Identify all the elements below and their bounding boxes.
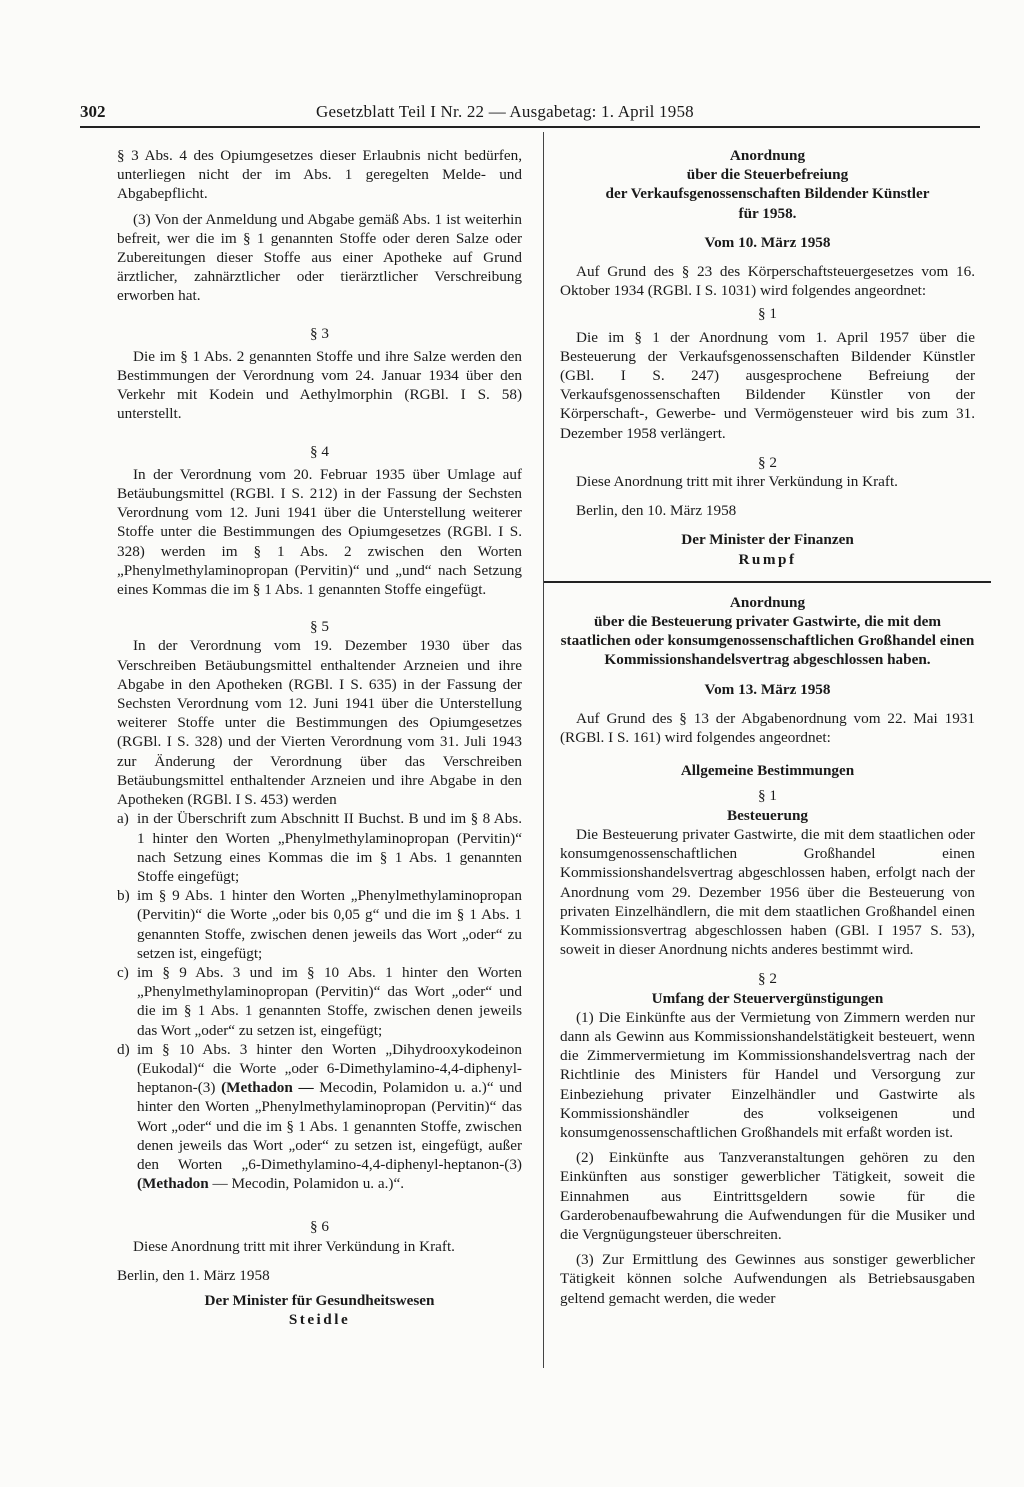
list-item: b) im § 9 Abs. 1 hinter den Worten „Phenylmethylaminopropan (Pervitin)“ die Worte „oder bis 0,05 g“ und die im § 1 Abs. 1 genannten Stoffe, zwischen denen jeweils das Wort „oder“ zu setzen ist, eingefügt;	[117, 887, 522, 962]
section-heading: § 4	[310, 442, 329, 460]
section-heading: § 3	[310, 324, 329, 342]
section-heading: § 1	[758, 305, 777, 323]
signature-name: Rumpf	[738, 550, 797, 568]
page-number: 302	[80, 102, 106, 121]
ordinance-title: Anordnung	[729, 147, 806, 164]
section-heading: § 2	[758, 453, 777, 471]
paragraph: (2) Einkünfte aus Tanzveranstaltungen gehören zu den Einkünften aus sonstiger gewerblicher Tätigkeit, soweit die Einnahmen aus Eintrittsgeldern sowie für die Garderobenaufbewahrung die Aufwendungen für die Musiker und die Vergnügungsteuer überschreiten.	[560, 1149, 975, 1243]
ordinance-date: Vom 10. März 1958	[704, 233, 831, 251]
section-title: Besteuerung	[727, 806, 808, 824]
ordinance-title: über die Besteuerung privater Gastwirte, die mit dem staatlichen oder konsumgenossenschaftlichen Großhandel einen Kommissionshandelsvertrag abgeschlossen haben.	[560, 613, 975, 669]
ordinance-title: für 1958.	[738, 204, 797, 222]
paragraph: (3) Zur Ermittlung des Gewinnes aus sonstiger gewerblicher Tätigkeit können solche Aufwendungen als Betriebsausgaben geltend gemacht werden, die weder	[560, 1251, 975, 1307]
column-divider	[543, 132, 544, 1368]
paragraph: In der Verordnung vom 20. Februar 1935 über Umlage auf Betäubungsmittel (RGBl. I S. 212) in der Fassung der Sechsten Verordnung vom 12. Juni 1941 über die Unterstellung weiterer Stoffe unter die Bestimmungen des Opiumgesetzes (RGBl. I S. 328) werden im § 1 Abs. 2 zwischen den Worten „Phenylmethylaminopropan (Pervitin)“ und „und“ nach Setzung eines Kommas die im § 1 Abs. 1 genannten Stoffe eingefügt.	[117, 465, 522, 599]
list-item: c) im § 9 Abs. 3 und im § 10 Abs. 1 hinter den Worten „Phenylmethylaminopropan (Pervitin)“ das Wort „oder“ und die im § 1 Abs. 1 genannten Stoffe, zwischen denen jeweils das Wort „oder“ zu setzen ist, eingefügt;	[117, 963, 522, 1039]
page-header	[80, 102, 980, 128]
header-title: Gesetzblatt Teil I Nr. 22 — Ausgabetag: 1. April 1958	[316, 102, 694, 121]
section-title: Umfang der Steuervergünstigungen	[651, 989, 884, 1007]
ordinance-title: der Verkaufsgenossenschaften Bildender Künstler	[605, 185, 930, 203]
place-date: Berlin, den 10. März 1958	[576, 502, 737, 520]
paragraph: In der Verordnung vom 19. Dezember 1930 über das Verschreiben Betäubungsmittel enthaltender Arzneien und ihre Abgabe in den Apotheken (RGBl. I S. 635) in der Fassung der Sechsten Verordnung vom 12. Juni 1941 über die Unterstellung weiterer Stoffe unter die Bestimmungen des Opiumgesetzes (RGBl. I S. 328) und der Vierten Verordnung vom 31. Juli 1943 zur Änderung der Verordnung über das Verschreiben Betäubungsmittel enthaltender Arzneien und ihre Abgabe in den Apotheken (RGBl. I S. 453) werden	[117, 637, 522, 809]
paragraph: Die im § 1 Abs. 2 genannten Stoffe und ihre Salze werden den Bestimmungen der Verordnung vom 24. Januar 1934 über den Verkehr mit Kodein und Aethylmorphin (RGBl. I S. 58) unterstellt.	[117, 347, 522, 423]
section-divider	[544, 581, 991, 583]
ordinance-title: über die Steuerbefreiung	[686, 166, 849, 184]
signature-name: Steidle	[288, 1311, 351, 1329]
paragraph: (3) Von der Anmeldung und Abgabe gemäß Abs. 1 ist weiterhin befreit, wer die im § 1 genannten Stoffe oder deren Salze oder Zubereitungen dieser Stoffe aus einer Apotheke auf Grund ärztlicher, zahnärztlicher oder tierärztlicher Verschreibung erworben hat.	[117, 210, 522, 305]
paragraph: § 3 Abs. 4 des Opiumgesetzes dieser Erlaubnis nicht bedürfen, unterliegen nicht der im Abs. 1 geregelten Melde- und Abgabepflicht.	[117, 147, 522, 203]
right-column	[560, 146, 975, 1308]
ordinance-title: Anordnung	[729, 593, 806, 611]
section-heading: § 2	[758, 970, 777, 988]
paragraph: Auf Grund des § 13 der Abgabenordnung vom 22. Mai 1931 (RGBl. I S. 161) wird folgendes angeordnet:	[560, 709, 975, 747]
section-heading: § 1	[758, 787, 777, 805]
list-item: a) in der Überschrift zum Abschnitt II Buchst. B und im § 8 Abs. 1 hinter den Worten „Phenylmethylaminopropan (Pervitin)“ nach Setzung eines Kommas die im § 1 Abs. 1 genannten Stoffe eingefügt;	[117, 810, 522, 885]
minister-title: Der Minister der Finanzen	[681, 531, 854, 549]
subsection-heading: Allgemeine Bestimmungen	[680, 762, 855, 780]
ordinance-date: Vom 13. März 1958	[704, 680, 831, 698]
section-heading: § 5	[310, 618, 329, 636]
paragraph: Die im § 1 der Anordnung vom 1. April 1957 über die Besteuerung der Verkaufsgenossenschaften Bildender Künstler (GBl. I S. 247) ausgesprochene Befreiung der Verkaufsgenossenschaften Bildender Künstler von der Körperschaft-, Gewerbe- und Vermögensteuer wird bis zum 31. Dezember 1958 verlängert.	[560, 328, 975, 442]
place-date: Berlin, den 1. März 1958	[117, 1266, 270, 1284]
list-item: d) im § 10 Abs. 3 hinter den Worten „Dihydrooxykodeinon (Eukodal)“ die Worte „oder 6-Dimethylamino-4,4-diphenyl-heptanon-(3) (Methadon — Mecodin, Polamidon u. a.)“ und hinter den Worten „Phenylmethylaminopropan (Pervitin)“ das Wort „oder“ und die im § 1 Abs. 1 genannten Stoffe, zwischen denen jeweils das Wort „oder“ zu setzen ist, eingefügt, außer den Worten „6-Dimethylamino-4,4-diphenyl-heptanon-(3) (Methadon — Mecodin, Polamidon u. a.)“.	[117, 1040, 523, 1193]
paragraph: Diese Anordnung tritt mit ihrer Verkündung in Kraft.	[576, 473, 898, 491]
left-column	[117, 146, 522, 1329]
paragraph: Auf Grund des § 23 des Körperschaftsteuergesetzes vom 16. Oktober 1934 (RGBl. I S. 1031) wird folgendes angeordnet:	[560, 263, 975, 300]
paragraph: Diese Anordnung tritt mit ihrer Verkündung in Kraft.	[133, 1237, 455, 1255]
paragraph: (1) Die Einkünfte aus der Vermietung von Zimmern werden nur dann als Gewinn aus Kommissionshandelstätigkeit besteuert, wenn die Zimmervermietung im Kommissionshandelsvertrag nach der Richtlinie des Ministers für Handel und Versorgung zur Einbeziehung privater Einzelhändler und Gastwirte als Kommissionshändler des volkseigenen und konsumgenossenschaftlichen Großhandels mit erfaßt worden ist.	[560, 1008, 975, 1141]
paragraph: Die Besteuerung privater Gastwirte, die mit dem staatlichen oder konsumgenossenschaftlichen Großhandel einen Kommissionshandelsvertrag abgeschlossen haben, erfolgt nach der Anordnung vom 29. Dezember 1956 über die Besteuerung von privaten Einzelhändlern, die mit dem staatlichen Großhandel einen Kommissionsvertrag abgeschlossen haben (GBl. I 1957 S. 53), soweit in dieser Anordnung nichts anderes bestimmt wird.	[560, 825, 975, 959]
section-heading: § 6	[310, 1218, 329, 1236]
minister-title: Der Minister für Gesundheitswesen	[204, 1291, 435, 1309]
